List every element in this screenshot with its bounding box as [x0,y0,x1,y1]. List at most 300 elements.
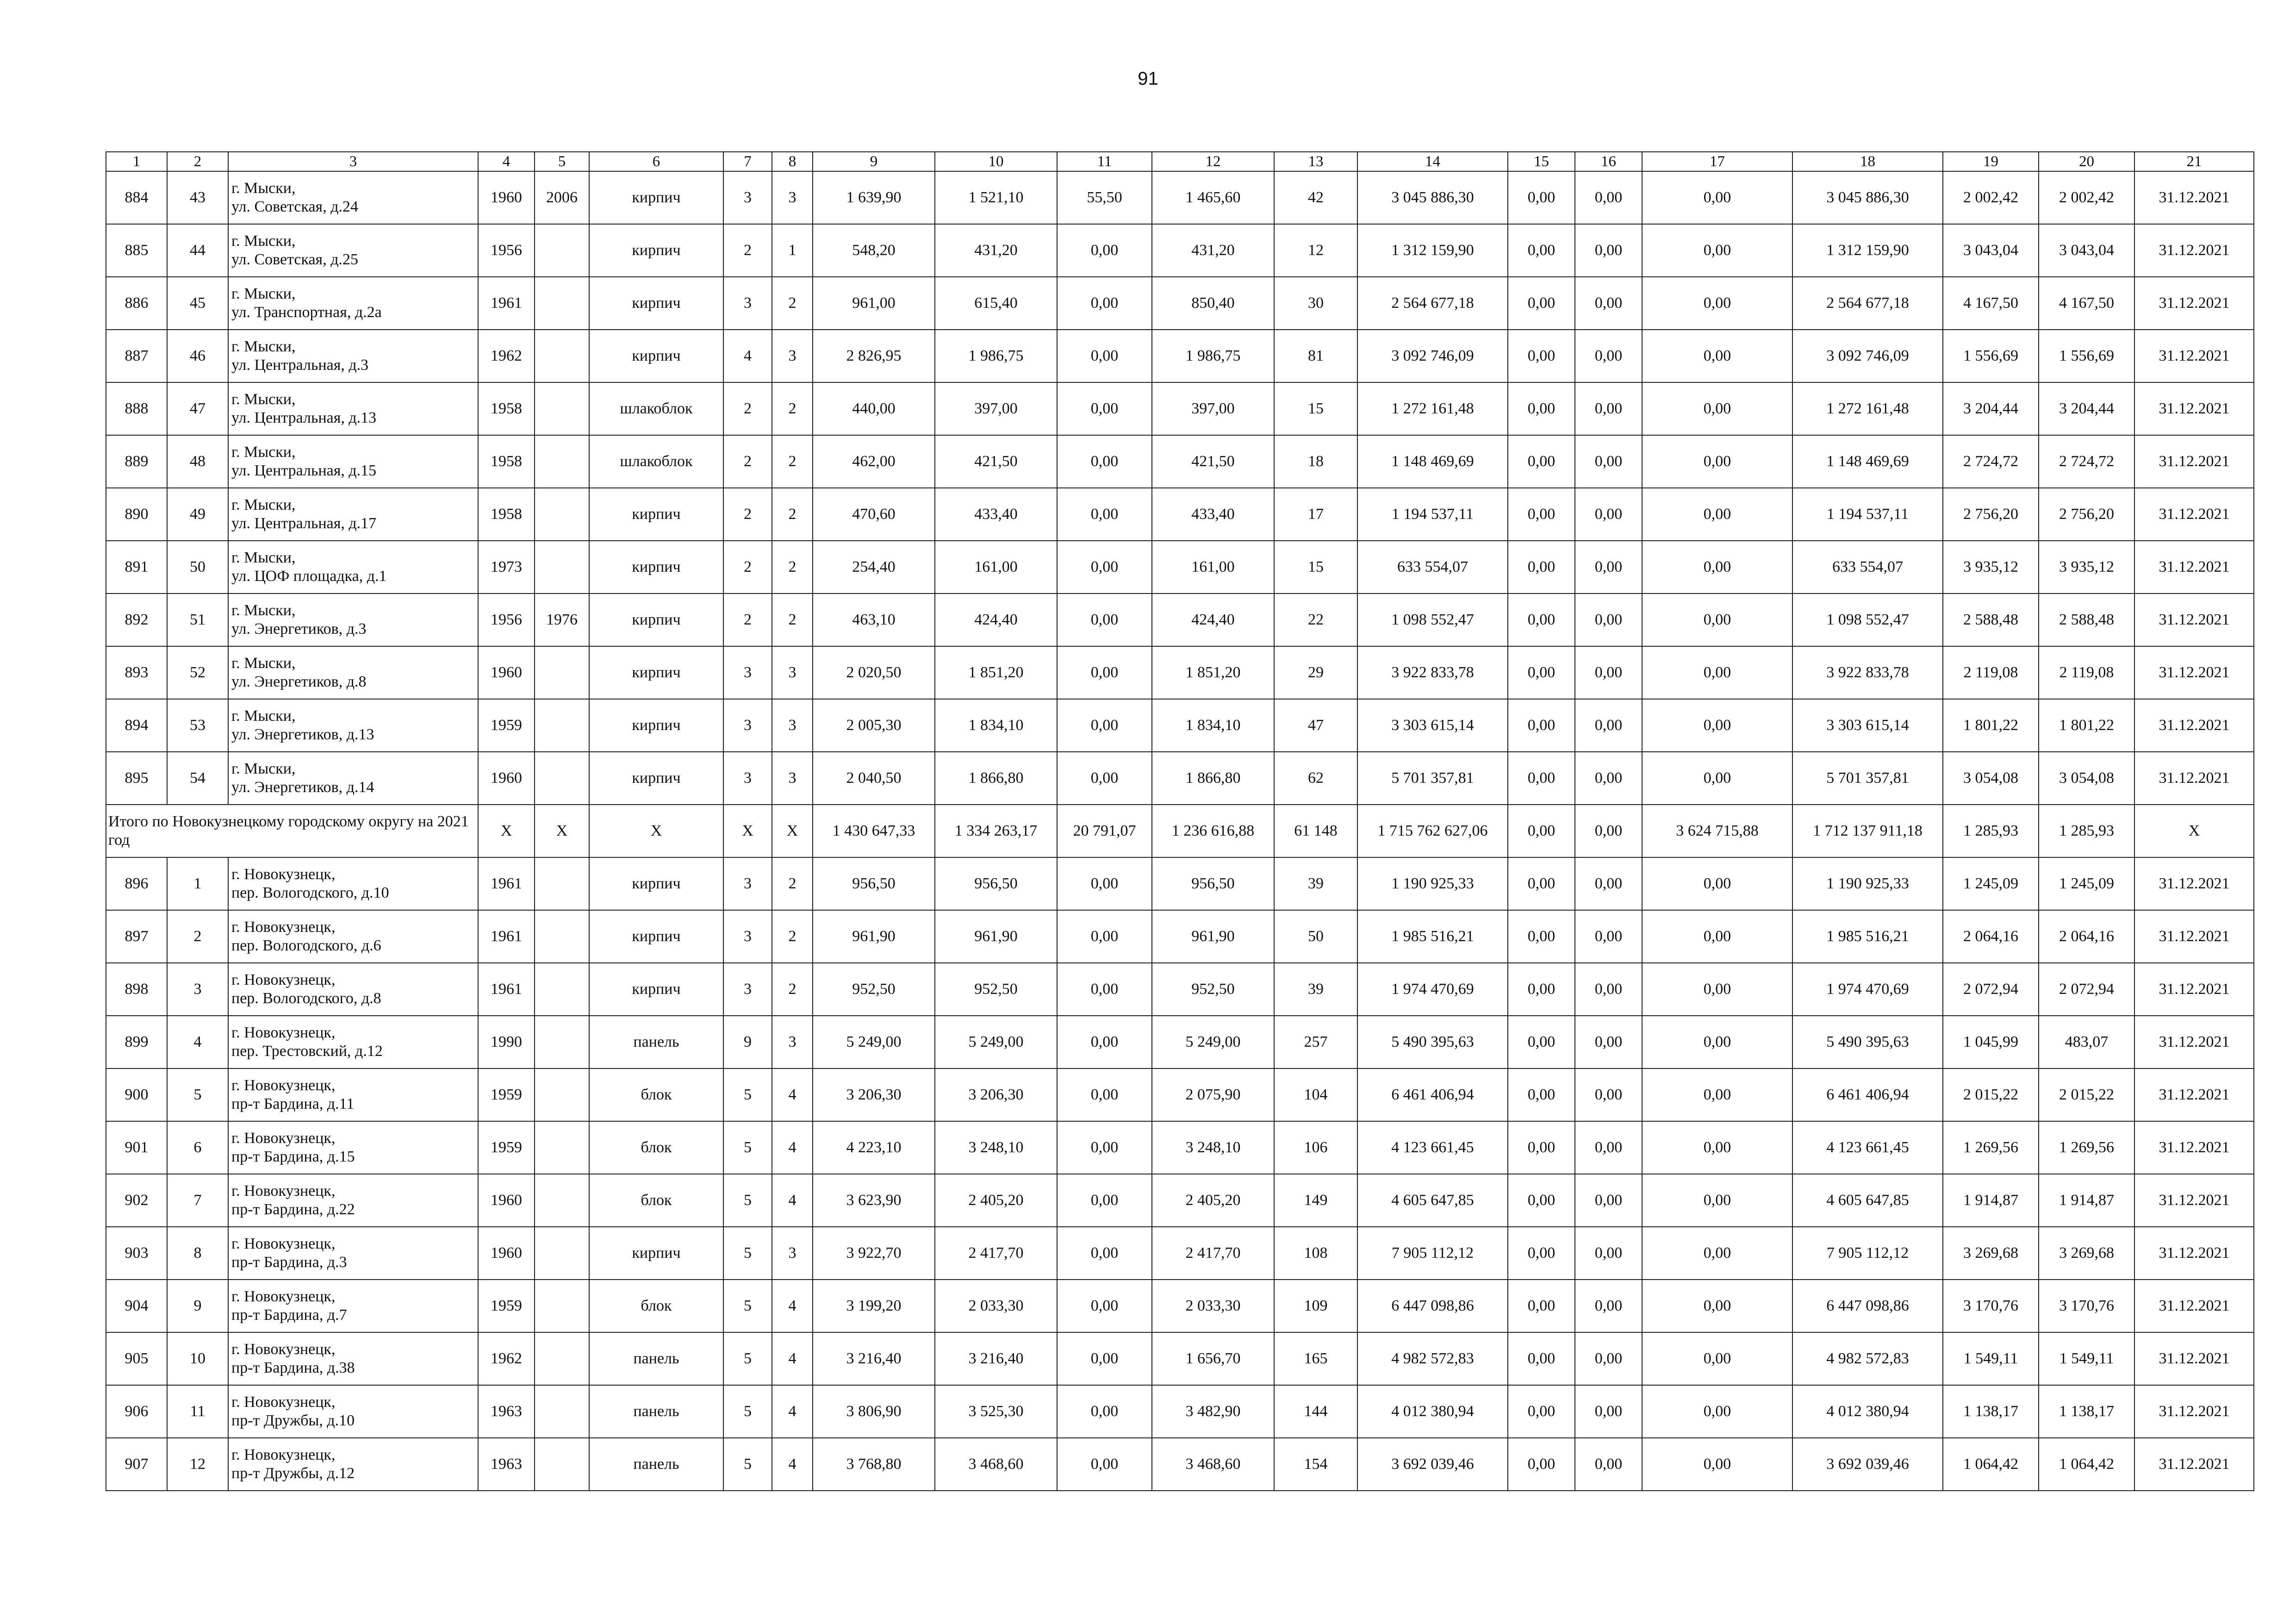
table-row [106,435,2254,488]
cell-c10: 433,40 [935,488,1057,541]
cell-c20: 2 002,42 [2039,171,2134,224]
cell-c14: 3 692 039,46 [1357,1438,1508,1491]
row-number-cell: 899 [106,1016,167,1068]
cell-mat: кирпич [589,593,723,646]
cell-c9: 3 922,70 [813,1227,935,1280]
cell-c11: 0,00 [1057,224,1152,277]
cell-c17: 0,00 [1642,699,1792,752]
address-city: г. Мыски, [231,180,296,197]
cell-c12: 433,40 [1152,488,1274,541]
local-index-cell: 46 [167,330,228,382]
cell-c14: 1 974 470,69 [1357,963,1508,1016]
table-row [106,171,2254,224]
cell-c21: 31.12.2021 [2134,752,2254,805]
address-cell [228,1438,478,1491]
cell-c11: 0,00 [1057,593,1152,646]
address-street: ул. Центральная, д.17 [231,515,377,532]
cell-c12: 1 851,20 [1152,646,1274,699]
cell-c11: 0,00 [1057,1121,1152,1174]
cell-c15: 0,00 [1508,488,1575,541]
address-city: г. Мыски, [231,285,296,302]
cell-c19: 1 285,93 [1943,805,2039,857]
cell-c12: 5 249,00 [1152,1016,1274,1068]
cell-c20: 2 588,48 [2039,593,2134,646]
cell-c17: 0,00 [1642,171,1792,224]
cell-c20: 1 245,09 [2039,857,2134,910]
cell-c14: 3 922 833,78 [1357,646,1508,699]
cell-c13: 47 [1274,699,1357,752]
address-street: пер. Трестовский, д.12 [231,1043,383,1060]
table-row [106,1121,2254,1174]
cell-ent: 2 [772,382,813,435]
local-index-cell: 53 [167,699,228,752]
cell-reno [535,857,589,910]
cell-year: 1960 [478,752,535,805]
address-street: ул. Центральная, д.13 [231,409,377,426]
local-index-cell: 12 [167,1438,228,1491]
cell-c16: 0,00 [1575,1121,1642,1174]
cell-c9: 952,50 [813,963,935,1016]
cell-floors: 3 [723,277,772,330]
cell-floors: 3 [723,963,772,1016]
cell-c13: 106 [1274,1121,1357,1174]
cell-ent: 2 [772,910,813,963]
cell-mat: кирпич [589,488,723,541]
cell-c12: 3 482,90 [1152,1385,1274,1438]
cell-c20: 2 015,22 [2039,1068,2134,1121]
cell-floors: 3 [723,910,772,963]
cell-c10: 1 834,10 [935,699,1057,752]
cell-c18: 4 012 380,94 [1792,1385,1943,1438]
cell-c19: 1 138,17 [1943,1385,2039,1438]
cell-c10: 3 206,30 [935,1068,1057,1121]
cell-reno [535,1121,589,1174]
cell-c11: 0,00 [1057,646,1152,699]
cell-mat: панель [589,1332,723,1385]
cell-c21: 31.12.2021 [2134,1332,2254,1385]
cell-c10: 2 417,70 [935,1227,1057,1280]
cell-c19: 1 269,56 [1943,1121,2039,1174]
cell-ent: 3 [772,646,813,699]
cell-c14: 1 098 552,47 [1357,593,1508,646]
cell-floors: 5 [723,1332,772,1385]
column-number-header: 21 [2134,152,2254,171]
cell-c15: 0,00 [1508,593,1575,646]
address-street: ул. Советская, д.25 [231,251,358,268]
cell-floors: 2 [723,541,772,593]
cell-c15: 0,00 [1508,1385,1575,1438]
address-cell [228,1332,478,1385]
cell-c13: 17 [1274,488,1357,541]
cell-c15: 0,00 [1508,1280,1575,1332]
cell-c11: 0,00 [1057,1385,1152,1438]
cell-c16: 0,00 [1575,1280,1642,1332]
cell-c12: 2 075,90 [1152,1068,1274,1121]
cell-c10: 5 249,00 [935,1016,1057,1068]
cell-c10: 1 334 263,17 [935,805,1057,857]
cell-ent: 1 [772,224,813,277]
cell-c17: 0,00 [1642,1174,1792,1227]
cell-c15: 0,00 [1508,330,1575,382]
cell-c20: 483,07 [2039,1016,2134,1068]
cell-ent: 4 [772,1121,813,1174]
cell-c10: 431,20 [935,224,1057,277]
table-row [106,382,2254,435]
column-number-header: 20 [2039,152,2134,171]
cell-c16: 0,00 [1575,488,1642,541]
total-label-cell: Итого по Новокузнецкому городскому округу на 2021 год [106,805,478,857]
cell-c10: 161,00 [935,541,1057,593]
cell-reno [535,1332,589,1385]
cell-year: 1959 [478,1280,535,1332]
column-number-header: 15 [1508,152,1575,171]
table-row [106,1385,2254,1438]
page-number: 91 [1138,69,1158,89]
cell-mat: кирпич [589,752,723,805]
cell-c21: X [2134,805,2254,857]
cell-c14: 4 012 380,94 [1357,1385,1508,1438]
housing-registry-table [106,151,2254,1491]
cell-c16: 0,00 [1575,330,1642,382]
cell-c11: 0,00 [1057,910,1152,963]
row-number-cell: 886 [106,277,167,330]
cell-c9: 3 768,80 [813,1438,935,1491]
cell-c20: 4 167,50 [2039,277,2134,330]
column-number-header: 2 [167,152,228,171]
local-index-cell: 7 [167,1174,228,1227]
local-index-cell: 10 [167,1332,228,1385]
table-row [106,277,2254,330]
row-number-cell: 906 [106,1385,167,1438]
cell-reno [535,382,589,435]
row-number-cell: 900 [106,1068,167,1121]
cell-c9: 2 020,50 [813,646,935,699]
cell-c12: 2 405,20 [1152,1174,1274,1227]
cell-c19: 2 588,48 [1943,593,2039,646]
cell-c13: 81 [1274,330,1357,382]
cell-c16: 0,00 [1575,1385,1642,1438]
cell-c14: 4 605 647,85 [1357,1174,1508,1227]
cell-year: 1962 [478,330,535,382]
cell-year: 1958 [478,435,535,488]
cell-c9: 2 005,30 [813,699,935,752]
cell-mat: панель [589,1016,723,1068]
cell-c18: 1 148 469,69 [1792,435,1943,488]
cell-ent: 3 [772,171,813,224]
cell-floors: 3 [723,699,772,752]
cell-floors: 5 [723,1385,772,1438]
cell-c9: 3 216,40 [813,1332,935,1385]
cell-ent: 3 [772,1227,813,1280]
total-row [106,805,2254,857]
cell-c20: 3 269,68 [2039,1227,2134,1280]
address-street: ул. Энергетиков, д.14 [231,779,374,796]
cell-mat: блок [589,1174,723,1227]
cell-c13: 104 [1274,1068,1357,1121]
cell-c18: 3 092 746,09 [1792,330,1943,382]
cell-year: 1959 [478,699,535,752]
cell-c11: 0,00 [1057,1280,1152,1332]
cell-c19: 2 015,22 [1943,1068,2039,1121]
cell-year: X [478,805,535,857]
cell-c11: 0,00 [1057,699,1152,752]
local-index-cell: 52 [167,646,228,699]
address-city: г. Мыски, [231,232,296,250]
cell-mat: блок [589,1280,723,1332]
address-city: г. Новокузнецк, [231,1393,336,1411]
address-cell [228,1016,478,1068]
row-number-cell: 891 [106,541,167,593]
cell-c21: 31.12.2021 [2134,1068,2254,1121]
cell-ent: 4 [772,1385,813,1438]
cell-c14: 633 554,07 [1357,541,1508,593]
cell-reno [535,646,589,699]
cell-c17: 0,00 [1642,1227,1792,1280]
cell-c18: 4 123 661,45 [1792,1121,1943,1174]
cell-floors: 2 [723,488,772,541]
cell-mat: панель [589,1438,723,1491]
table-row [106,1438,2254,1491]
cell-c18: 4 982 572,83 [1792,1332,1943,1385]
cell-reno: 2006 [535,171,589,224]
cell-c18: 3 922 833,78 [1792,646,1943,699]
cell-c12: 2 417,70 [1152,1227,1274,1280]
cell-c15: 0,00 [1508,857,1575,910]
address-street: пр-т Бардина, д.7 [231,1306,347,1324]
cell-year: 1956 [478,593,535,646]
cell-c20: 2 119,08 [2039,646,2134,699]
address-street: ул. ЦОФ площадка, д.1 [231,568,387,585]
cell-c9: 3 199,20 [813,1280,935,1332]
cell-c9: 470,60 [813,488,935,541]
cell-c16: 0,00 [1575,435,1642,488]
cell-floors: 5 [723,1438,772,1491]
cell-reno [535,910,589,963]
cell-c13: 144 [1274,1385,1357,1438]
cell-floors: 3 [723,646,772,699]
cell-c19: 3 170,76 [1943,1280,2039,1332]
cell-year: 1962 [478,1332,535,1385]
column-number-header-row [106,152,2254,171]
cell-floors: 5 [723,1280,772,1332]
cell-c10: 952,50 [935,963,1057,1016]
address-street: ул. Энергетиков, д.13 [231,726,374,743]
cell-reno [535,224,589,277]
cell-c20: 2 724,72 [2039,435,2134,488]
cell-c9: 548,20 [813,224,935,277]
cell-year: 1956 [478,224,535,277]
local-index-cell: 47 [167,382,228,435]
cell-mat: кирпич [589,646,723,699]
cell-c13: 61 148 [1274,805,1357,857]
cell-c13: 42 [1274,171,1357,224]
cell-year: 1960 [478,1174,535,1227]
address-cell [228,435,478,488]
cell-c20: 3 204,44 [2039,382,2134,435]
address-cell [228,857,478,910]
cell-c21: 31.12.2021 [2134,1280,2254,1332]
cell-ent: X [772,805,813,857]
cell-year: 1963 [478,1438,535,1491]
cell-reno [535,1280,589,1332]
cell-c12: 1 236 616,88 [1152,805,1274,857]
cell-c15: 0,00 [1508,1016,1575,1068]
cell-reno [535,1016,589,1068]
cell-c12: 1 866,80 [1152,752,1274,805]
address-street: ул. Советская, д.24 [231,198,358,215]
column-number-header: 3 [228,152,478,171]
column-number-header: 19 [1943,152,2039,171]
cell-mat: кирпич [589,171,723,224]
cell-c18: 5 490 395,63 [1792,1016,1943,1068]
address-cell [228,699,478,752]
cell-reno [535,1068,589,1121]
cell-c21: 31.12.2021 [2134,224,2254,277]
cell-c20: 1 285,93 [2039,805,2134,857]
address-city: г. Новокузнецк, [231,1077,336,1094]
cell-c10: 956,50 [935,857,1057,910]
address-city: г. Мыски, [231,338,296,355]
cell-c9: 5 249,00 [813,1016,935,1068]
cell-c21: 31.12.2021 [2134,646,2254,699]
cell-year: 1958 [478,488,535,541]
cell-reno [535,1227,589,1280]
cell-c9: 961,90 [813,910,935,963]
cell-c15: 0,00 [1508,752,1575,805]
local-index-cell: 43 [167,171,228,224]
cell-c18: 1 272 161,48 [1792,382,1943,435]
cell-c13: 15 [1274,382,1357,435]
cell-mat: X [589,805,723,857]
cell-c12: 956,50 [1152,857,1274,910]
cell-c19: 1 245,09 [1943,857,2039,910]
local-index-cell: 51 [167,593,228,646]
address-cell [228,488,478,541]
cell-c9: 2 040,50 [813,752,935,805]
cell-floors: 2 [723,593,772,646]
address-cell [228,382,478,435]
cell-c15: 0,00 [1508,382,1575,435]
cell-c10: 397,00 [935,382,1057,435]
row-number-cell: 905 [106,1332,167,1385]
table-row [106,1016,2254,1068]
cell-c15: 0,00 [1508,224,1575,277]
cell-c18: 1 194 537,11 [1792,488,1943,541]
cell-c21: 31.12.2021 [2134,1385,2254,1438]
cell-ent: 4 [772,1280,813,1332]
table-row [106,857,2254,910]
cell-c15: 0,00 [1508,277,1575,330]
cell-c16: 0,00 [1575,1227,1642,1280]
cell-c9: 1 639,90 [813,171,935,224]
address-city: г. Новокузнецк, [231,1341,336,1358]
column-number-header: 11 [1057,152,1152,171]
cell-reno [535,488,589,541]
cell-c18: 5 701 357,81 [1792,752,1943,805]
row-number-cell: 895 [106,752,167,805]
cell-c10: 961,90 [935,910,1057,963]
cell-reno [535,1385,589,1438]
cell-c17: 0,00 [1642,1016,1792,1068]
cell-c17: 0,00 [1642,488,1792,541]
cell-c9: 961,00 [813,277,935,330]
local-index-cell: 54 [167,752,228,805]
cell-c15: 0,00 [1508,1332,1575,1385]
cell-mat: кирпич [589,910,723,963]
cell-c19: 3 935,12 [1943,541,2039,593]
cell-ent: 2 [772,541,813,593]
cell-c18: 7 905 112,12 [1792,1227,1943,1280]
address-city: г. Новокузнецк, [231,1024,336,1041]
cell-c16: 0,00 [1575,1016,1642,1068]
cell-c15: 0,00 [1508,1068,1575,1121]
cell-c18: 3 303 615,14 [1792,699,1943,752]
column-number-header: 16 [1575,152,1642,171]
cell-c12: 952,50 [1152,963,1274,1016]
cell-c16: 0,00 [1575,593,1642,646]
cell-reno [535,752,589,805]
cell-c12: 1 465,60 [1152,171,1274,224]
address-cell [228,1174,478,1227]
cell-c13: 165 [1274,1332,1357,1385]
address-city: г. Новокузнецк, [231,866,336,883]
cell-c11: 55,50 [1057,171,1152,224]
row-number-cell: 898 [106,963,167,1016]
row-number-cell: 887 [106,330,167,382]
address-city: г. Новокузнецк, [231,1235,336,1252]
cell-c10: 3 525,30 [935,1385,1057,1438]
cell-c19: 3 043,04 [1943,224,2039,277]
cell-c21: 31.12.2021 [2134,910,2254,963]
cell-c19: 1 556,69 [1943,330,2039,382]
cell-c21: 31.12.2021 [2134,488,2254,541]
cell-c19: 4 167,50 [1943,277,2039,330]
address-cell [228,541,478,593]
cell-c11: 0,00 [1057,1016,1152,1068]
table-row [106,646,2254,699]
cell-c19: 1 064,42 [1943,1438,2039,1491]
local-index-cell: 3 [167,963,228,1016]
row-number-cell: 902 [106,1174,167,1227]
cell-c16: 0,00 [1575,541,1642,593]
address-city: г. Мыски, [231,760,296,777]
address-street: пер. Вологодского, д.10 [231,884,389,901]
cell-c13: 15 [1274,541,1357,593]
cell-reno [535,1174,589,1227]
cell-c21: 31.12.2021 [2134,593,2254,646]
cell-c14: 4 123 661,45 [1357,1121,1508,1174]
address-street: пр-т Бардина, д.22 [231,1201,355,1218]
cell-mat: шлакоблок [589,435,723,488]
cell-c16: 0,00 [1575,857,1642,910]
cell-c14: 3 045 886,30 [1357,171,1508,224]
cell-c11: 0,00 [1057,963,1152,1016]
cell-c10: 3 468,60 [935,1438,1057,1491]
cell-c13: 12 [1274,224,1357,277]
cell-c21: 31.12.2021 [2134,699,2254,752]
cell-reno [535,435,589,488]
cell-c15: 0,00 [1508,646,1575,699]
cell-c10: 1 521,10 [935,171,1057,224]
cell-c20: 3 170,76 [2039,1280,2134,1332]
cell-year: 1960 [478,171,535,224]
cell-c20: 1 556,69 [2039,330,2134,382]
address-cell [228,330,478,382]
cell-c16: 0,00 [1575,910,1642,963]
cell-mat: кирпич [589,541,723,593]
address-street: пр-т Бардина, д.38 [231,1359,355,1376]
cell-c18: 1 974 470,69 [1792,963,1943,1016]
